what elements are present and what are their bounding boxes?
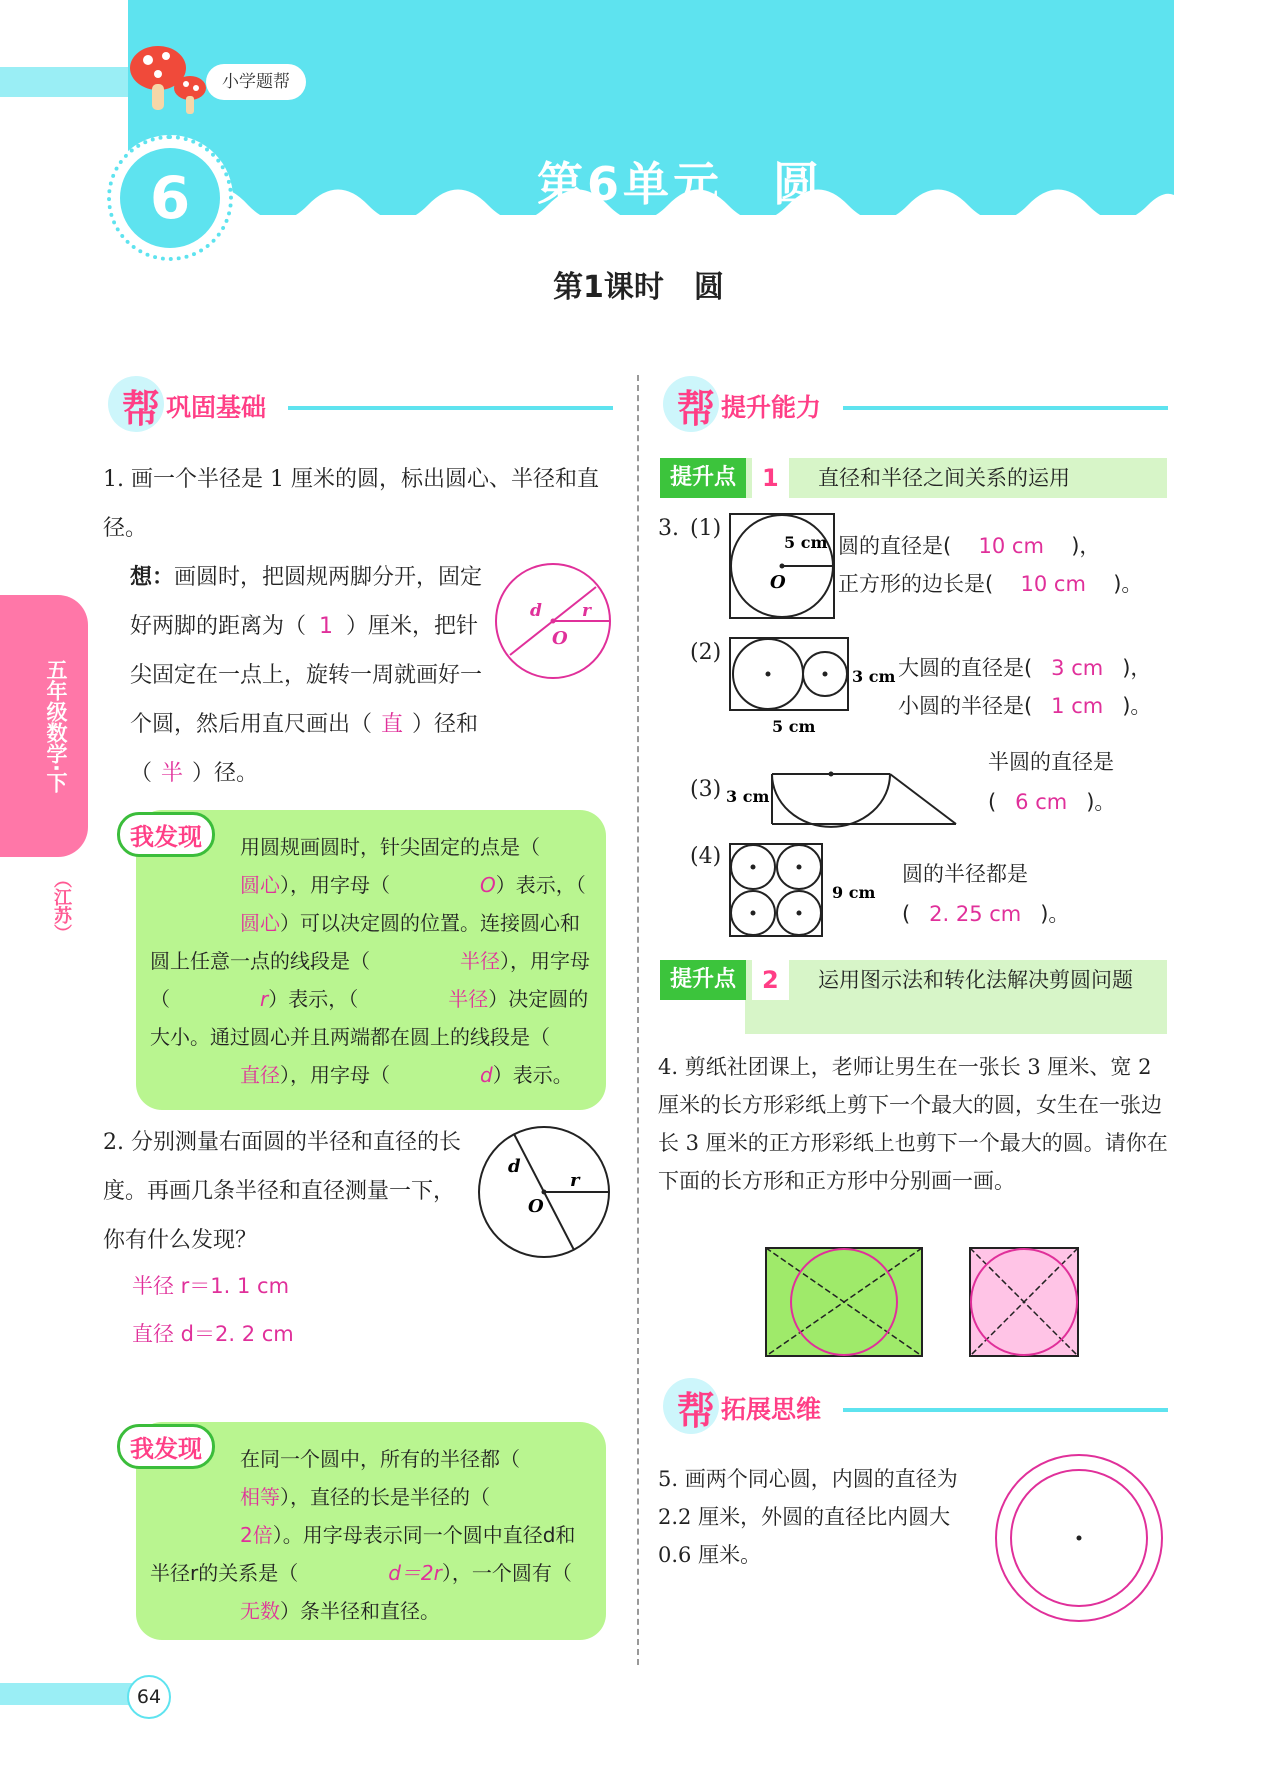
q3-fig3 [724, 770, 964, 850]
q3-p4-l2e: )。 [1040, 902, 1070, 926]
q3-p3-a1: 6 cm [1015, 790, 1068, 814]
q3-p1-line1 [838, 528, 1168, 564]
find1-t3: ）表示，（ [495, 873, 586, 897]
find1-a4: 半径 [460, 949, 500, 973]
find1-t8: ），用字母（ [280, 1063, 390, 1087]
q2-circle-figure [476, 1120, 616, 1260]
find1-t5: ），用字母（ [150, 949, 590, 1011]
q3-p1-label: (1) [690, 516, 722, 541]
section-rule [843, 1408, 1168, 1412]
find1-a1: 圆心 [240, 873, 280, 897]
q3-p2-a1: 3 cm [1051, 656, 1104, 680]
q4-stem: 4. 剪纸社团课上，老师让男生在一张长 3 厘米、宽 2 厘米的长方形彩纸上剪下一个最大的圆，女生在一张边长 3 厘米的正方形彩纸上也剪下一个最大的圆。请你在下面的长方形和正方形中分别画一画。 [658, 1055, 1168, 1193]
q3-p1-l1: 圆的直径是( [838, 534, 952, 558]
find1-a8: d [480, 1063, 493, 1087]
find2-t3: ）。用字母表示同一个圆中直径d和半径r的关系是（ [150, 1523, 576, 1585]
q3-p3-line2 [988, 784, 1168, 820]
q1-stem: 1. 画一个半径是 1 厘米的圆，标出圆心、半径和直径。 [103, 467, 599, 541]
find-tag-2: 我发现 [117, 1424, 215, 1469]
q2-answer-d: 直径 d＝2. 2 cm [132, 1322, 294, 1346]
section-title: 巩固基础 [166, 393, 267, 422]
answer-1: 1 [319, 614, 334, 639]
point-num-1: 1 [752, 458, 789, 498]
grade-tab: 五年级数学·下 [0, 595, 88, 857]
find1-t9: ）表示。 [492, 1063, 573, 1087]
think-label: 想： [130, 564, 175, 590]
find2-a2: 2倍 [240, 1523, 273, 1547]
q1-think-a: 画圆时，把圆规两脚分开，固定好两脚的距离为（ [130, 565, 483, 639]
brand-label: 小学题帮 [206, 64, 306, 100]
q3-p2-l2e: )。 [1122, 694, 1152, 718]
find1-t6: ）表示，（ [268, 987, 359, 1011]
q3-p1-line2 [838, 566, 1168, 602]
q3-fig1 [728, 512, 838, 622]
section-title: 拓展思维 [721, 1395, 822, 1424]
q3-p4-l1: 圆的半径都是 [902, 862, 1028, 886]
q3-p2-l1e: )， [1122, 656, 1152, 680]
q3-p2-label: (2) [690, 640, 722, 665]
find2-t1: 在同一个圆中，所有的半径都（ [240, 1447, 520, 1471]
q1-think-c: ）径和（ [130, 712, 479, 786]
find1-a6: 半径 [448, 987, 489, 1011]
section-mark: 帮 [677, 1389, 716, 1433]
q3-p4-l2: ( [902, 902, 911, 926]
find1-t4: ）可以决定圆的位置。连接圆心和圆上任意一点的线段是（ [150, 911, 580, 973]
q3-p1-l1e: )， [1071, 534, 1101, 558]
page-number: 64 [127, 1675, 171, 1719]
fig-d-label: d [530, 601, 542, 621]
find2-t2: ），直径的长是半径的（ [280, 1485, 490, 1509]
fig-r-label: r [582, 601, 591, 621]
section-mark: 帮 [122, 387, 161, 431]
fig-len-label: 5 cm [784, 533, 828, 552]
find1-text [150, 828, 595, 1094]
find1-a2: O [480, 873, 496, 897]
q3-p1-l2e: )。 [1113, 572, 1143, 596]
find1-t7: ）决定圆的大小。通过圆心并且两端都在圆上的线段是（ [150, 987, 589, 1049]
find2-text [150, 1440, 595, 1630]
q3-p1-l2: 正方形的边长是( [838, 572, 994, 596]
find2-a3: d＝2r [388, 1561, 442, 1585]
q3-p3-l2: ( [988, 790, 997, 814]
fig-len-label: 9 cm [832, 883, 876, 902]
q3-p2-l1: 大圆的直径是( [898, 656, 1033, 680]
answer-3: 半 [161, 761, 184, 786]
q3-num: 3. [658, 516, 679, 541]
region-label: （江苏） [51, 870, 72, 942]
q3-p2-l2: 小圆的半径是( [898, 694, 1033, 718]
q3-fig4 [728, 842, 911, 942]
fig-d-label: d [508, 1156, 521, 1177]
section-rule [843, 406, 1168, 410]
find-tag-1: 我发现 [117, 812, 215, 857]
q5-stem: 5. 画两个同心圆，内圆的直径为 2.2 厘米，外圆的直径比内圆大 0.6 厘米。 [658, 1467, 958, 1567]
find1-a3: 圆心 [240, 911, 280, 935]
fig-o-label: O [528, 1196, 544, 1217]
find2-t4: ），一个圆有（ [441, 1561, 572, 1585]
lesson-title: 第1课时 圆 [553, 270, 724, 305]
section-head-expand [663, 1378, 1168, 1436]
q1-think-b: ）厘米，把针尖固定在一点上，旋转一周就画好一个圆，然后用直尺画出（ [130, 614, 483, 737]
fig-r-label: r [570, 1170, 580, 1191]
unit-number: 6 [120, 148, 220, 248]
q3-p4-a1: 2. 25 cm [929, 902, 1022, 926]
mushroom-icon [128, 40, 218, 120]
point-tag-1: 提升点 [660, 458, 746, 498]
q3-p4-line2 [902, 896, 1162, 932]
find2-t5: ）条半径和直径。 [280, 1599, 440, 1623]
q3-p2-line2 [898, 688, 1168, 724]
section-head-improve [663, 376, 1168, 434]
find1-a5: r [260, 987, 269, 1011]
find1-a7: 直径 [240, 1063, 280, 1087]
q1-circle-figure [492, 560, 614, 682]
q3-p4-label: (4) [690, 844, 722, 869]
q3-p2-line1 [898, 650, 1168, 686]
find2-a1: 相等 [240, 1485, 280, 1509]
point-text-2: 运用图示法和转化法解决剪圆问题 [818, 968, 1133, 992]
q3-p3-l1: 半圆的直径是 [988, 750, 1114, 774]
q3-p3-label: (3) [690, 777, 722, 802]
q3-p2-a2: 1 cm [1051, 694, 1104, 718]
q1-think [130, 553, 490, 798]
q3-fig2 [728, 636, 898, 736]
find2-a4: 无数 [240, 1599, 280, 1623]
section-mark: 帮 [677, 387, 716, 431]
section-rule [288, 406, 613, 410]
q1-think-d: ）径。 [192, 761, 259, 786]
q5-concentric-circles [992, 1452, 1172, 1632]
fig-h-label: 3 cm [852, 667, 896, 686]
point-tag-2: 提升点 [660, 960, 746, 1000]
fig-w-label: 5 cm [772, 717, 816, 736]
unit-title: 第6单元 圆 [536, 157, 823, 211]
q3-p1-a2: 10 cm [1020, 572, 1086, 596]
q3-p1-a1: 10 cm [978, 534, 1044, 558]
point-num-2: 2 [752, 960, 789, 1000]
section-title: 提升能力 [721, 393, 822, 422]
fig-h-label: 3 cm [726, 787, 770, 806]
answer-2: 直 [381, 712, 404, 737]
column-divider [637, 375, 639, 1665]
find1-t1: 用圆规画圆时，针尖固定的点是（ [240, 835, 540, 859]
section-head-basic [108, 376, 613, 434]
q3-p3-l2e: )。 [1086, 790, 1116, 814]
find1-t2: ），用字母（ [280, 873, 390, 897]
q2-stem: 2. 分别测量右面圆的半径和直径的长度。再画几条半径和直径测量一下，你有什么发现？ [103, 1130, 461, 1253]
q4-figures [762, 1246, 1162, 1360]
fig-o-label: O [552, 628, 568, 649]
q2-answer-r: 半径 r＝1. 1 cm [132, 1274, 290, 1298]
point-text-1: 直径和半径之间关系的运用 [818, 466, 1070, 490]
fig-o-label: O [770, 572, 786, 593]
